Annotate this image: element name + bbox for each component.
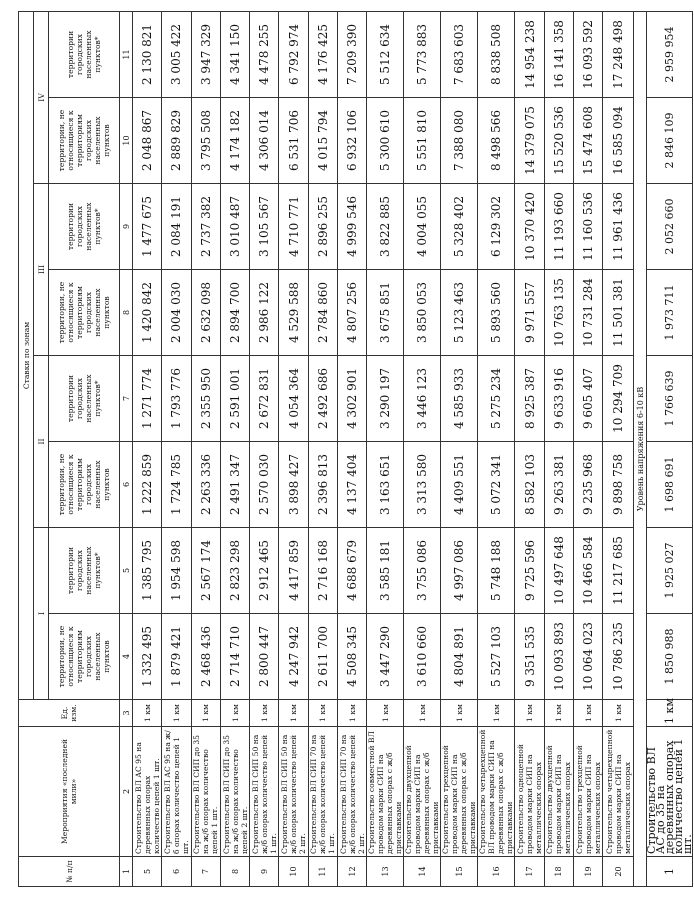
rate-value: 5 773 883: [404, 11, 441, 97]
rate-value: 9 235 968: [573, 442, 602, 528]
rate-value: 2 672 831: [250, 356, 279, 442]
rate-value: 4 710 771: [279, 184, 308, 270]
rate-value: 7 683 603: [441, 11, 478, 97]
rate-value: 2 846 109: [647, 98, 693, 184]
rate-value: 10 370 420: [515, 184, 544, 270]
unit-cell: 1 км: [441, 700, 478, 727]
rate-value: 2 355 950: [191, 356, 220, 442]
activity-name: Строительство ВЛ СИП 70 на ж/б опорах количество цепей 1 шт.: [308, 727, 337, 857]
column-number: 8: [120, 270, 133, 356]
unit-cell: 1 км: [544, 700, 573, 727]
rate-value: 16 141 358: [544, 11, 573, 97]
table-row: [647, 11, 693, 886]
header-rates: Ставки по зонам: [19, 11, 34, 699]
column-number: 2: [120, 727, 133, 857]
rate-value: 11 961 436: [603, 184, 634, 270]
rate-value: 4 176 425: [308, 11, 337, 97]
rate-value: 10 497 648: [544, 528, 573, 614]
activity-name: Строительство ВЛ АС до 35 на деревянных опорах количество цепей 1 шт.: [647, 727, 693, 857]
column-number: 3: [120, 700, 133, 727]
row-number: 10: [279, 857, 308, 887]
rate-value: 1 850 988: [647, 614, 693, 700]
rate-value: 2 396 813: [308, 442, 337, 528]
rate-value: 3 947 329: [191, 11, 220, 97]
row-number: 17: [515, 857, 544, 887]
rate-value: 4 688 679: [338, 528, 367, 614]
table-row: [308, 11, 337, 886]
table-row: [404, 11, 441, 886]
rate-value: 9 263 381: [544, 442, 573, 528]
activity-name: Строительство ВЛ СИП 50 на ж/б опорах количество цепей 2 шт.: [279, 727, 308, 857]
activity-name: Строительство ВЛ АС 95 на ж/б опорах количество цепей 1 шт.: [162, 727, 191, 857]
rate-value: 16 585 094: [603, 98, 634, 184]
rate-value: 2 567 174: [191, 528, 220, 614]
rate-value: 1 973 711: [647, 270, 693, 356]
column-number: 7: [120, 356, 133, 442]
activity-name: Строительство трехцепной проводом марки СИП на металлических опорах: [573, 727, 602, 857]
unit-cell: 1 км: [338, 700, 367, 727]
row-number: 7: [191, 857, 220, 887]
rate-value: 4 585 933: [441, 356, 478, 442]
table-row: [220, 11, 249, 886]
rate-value: 11 193 660: [544, 184, 573, 270]
rate-value: 14 954 238: [515, 11, 544, 97]
unit-cell: 1 км: [573, 700, 602, 727]
rate-value: 5 551 810: [404, 98, 441, 184]
column-number: 10: [120, 98, 133, 184]
rate-value: 5 328 402: [441, 184, 478, 270]
rate-value: 8 498 566: [478, 98, 515, 184]
rate-value: 9 725 596: [515, 528, 544, 614]
rate-value: 2 800 447: [250, 614, 279, 700]
table-row: [162, 11, 191, 886]
rate-value: 4 306 014: [250, 98, 279, 184]
rate-value: 2 468 436: [191, 614, 220, 700]
unit-cell: 1 км: [162, 700, 191, 727]
rate-value: 2 130 821: [133, 11, 162, 97]
header-urban: территории городских населенных пунктов*: [49, 184, 120, 270]
rate-value: 8 582 103: [515, 442, 544, 528]
rate-value: 3 290 197: [367, 356, 404, 442]
rate-value: 10 466 584: [573, 528, 602, 614]
unit-cell: 1 км: [250, 700, 279, 727]
rate-value: 9 971 557: [515, 270, 544, 356]
rate-value: 2 889 829: [162, 98, 191, 184]
rate-value: 2 894 700: [220, 270, 249, 356]
rate-value: 3 850 053: [404, 270, 441, 356]
rate-value: 3 675 851: [367, 270, 404, 356]
rate-value: 4 804 891: [441, 614, 478, 700]
rate-value: 10 294 709: [603, 356, 634, 442]
rate-value: 5 275 234: [478, 356, 515, 442]
rate-value: 1 420 842: [133, 270, 162, 356]
rate-value: 4 004 055: [404, 184, 441, 270]
table-row: [573, 11, 602, 886]
rate-value: 2 004 030: [162, 270, 191, 356]
row-number: 15: [441, 857, 478, 887]
activity-name: Строительство одноцепной проводом марки СИП на металлических опорах: [515, 727, 544, 857]
rate-value: 2 912 465: [250, 528, 279, 614]
row-number: 14: [404, 857, 441, 887]
rate-value: 7 209 390: [338, 11, 367, 97]
rate-value: 5 893 560: [478, 270, 515, 356]
rate-value: 2 052 660: [647, 184, 693, 270]
table-row: [191, 11, 220, 886]
rate-value: 16 093 592: [573, 11, 602, 97]
row-number: 1: [647, 857, 693, 887]
rate-value: 3 755 086: [404, 528, 441, 614]
rate-value: 4 508 345: [338, 614, 367, 700]
rate-value: 3 822 885: [367, 184, 404, 270]
header-urban: территории городских населенных пунктов*: [49, 11, 120, 97]
rate-value: 4 529 588: [279, 270, 308, 356]
rate-value: 5 072 341: [478, 442, 515, 528]
rate-value: 3 163 651: [367, 442, 404, 528]
tariff-table: [18, 11, 693, 887]
activity-name: Строительство четырехцепной проводом марки СИП на металлических опорах: [603, 727, 634, 857]
rate-value: 2 986 122: [250, 270, 279, 356]
table-row: [515, 11, 544, 886]
rate-value: 1 222 859: [133, 442, 162, 528]
row-number: 5: [133, 857, 162, 887]
column-number: 11: [120, 11, 133, 97]
rate-value: 4 999 546: [338, 184, 367, 270]
rate-value: 3 313 580: [404, 442, 441, 528]
zone-header: I: [34, 528, 49, 700]
row-number: 13: [367, 857, 404, 887]
activity-name: Строительство совместной ВЛ проводом марки СИП на деревянных опорах с ж/б приставками: [367, 727, 404, 857]
rate-value: 1 879 421: [162, 614, 191, 700]
rate-value: 2 784 860: [308, 270, 337, 356]
row-number: 19: [573, 857, 602, 887]
rate-value: 1 477 675: [133, 184, 162, 270]
rate-value: 2 611 700: [308, 614, 337, 700]
rate-value: 5 300 610: [367, 98, 404, 184]
rate-value: 1 925 027: [647, 528, 693, 614]
rate-value: 4 997 086: [441, 528, 478, 614]
unit-cell: 1 км: [367, 700, 404, 727]
rate-value: 3 610 660: [404, 614, 441, 700]
row-number: 8: [220, 857, 249, 887]
rate-value: 3 795 508: [191, 98, 220, 184]
rate-value: 2 896 255: [308, 184, 337, 270]
rate-value: 5 748 188: [478, 528, 515, 614]
rate-value: 9 605 407: [573, 356, 602, 442]
rate-value: 1 766 639: [647, 356, 693, 442]
header-non-urban: территории, не относящиеся к территориям городских населенных пунктов: [49, 270, 120, 356]
rate-value: 2 632 098: [191, 270, 220, 356]
rate-value: 3 010 487: [220, 184, 249, 270]
rate-value: 2 823 298: [220, 528, 249, 614]
rate-value: 8 925 387: [515, 356, 544, 442]
row-number: 16: [478, 857, 515, 887]
rate-value: 1 724 785: [162, 442, 191, 528]
rate-value: 9 898 758: [603, 442, 634, 528]
rate-value: 11 160 536: [573, 184, 602, 270]
rate-value: 4 807 256: [338, 270, 367, 356]
rate-value: 2 714 710: [220, 614, 249, 700]
rate-value: 1 271 774: [133, 356, 162, 442]
rate-value: 4 417 859: [279, 528, 308, 614]
row-number: 11: [308, 857, 337, 887]
zone-header: II: [34, 356, 49, 528]
table-row: [279, 11, 308, 886]
column-number: 5: [120, 528, 133, 614]
rate-value: 1 954 598: [162, 528, 191, 614]
row-number: 20: [603, 857, 634, 887]
unit-cell: 1 км: [308, 700, 337, 727]
activity-name: Строительство ВЛ АС 95 на деревянных опорах количество цепей 1 шт.: [133, 727, 162, 857]
rate-value: 3 105 567: [250, 184, 279, 270]
rate-value: 2 084 191: [162, 184, 191, 270]
header-no: № п/п: [19, 857, 120, 887]
activity-name: Строительство ВЛ СИП 70 на ж/б опорах количество цепей 2 шт.: [338, 727, 367, 857]
rate-value: 1 332 495: [133, 614, 162, 700]
column-number: 6: [120, 442, 133, 528]
rate-value: 2 491 347: [220, 442, 249, 528]
rate-value: 6 932 106: [338, 98, 367, 184]
header-non-urban: территории, не относящиеся к территориям городских населенных пунктов: [49, 98, 120, 184]
unit-cell: 1 км: [191, 700, 220, 727]
row-number: 6: [162, 857, 191, 887]
activity-name: Строительство четырехцепной ВЛ проводом марки СИП на деревянных опорах с ж/б приставками: [478, 727, 515, 857]
rate-value: 4 409 551: [441, 442, 478, 528]
activity-name: Строительство ВЛ СИП 50 на ж/б опорах количество цепей 1 шт.: [250, 727, 279, 857]
rate-value: 1 793 776: [162, 356, 191, 442]
unit-cell: 1 км: [133, 700, 162, 727]
zone-header: IV: [34, 11, 49, 183]
rate-value: 4 247 942: [279, 614, 308, 700]
unit-cell: 1 км: [515, 700, 544, 727]
rate-value: 3 898 427: [279, 442, 308, 528]
rate-value: 2 737 382: [191, 184, 220, 270]
table-row: [603, 11, 634, 886]
rate-value: 10 763 135: [544, 270, 573, 356]
rate-value: 10 731 284: [573, 270, 602, 356]
rate-value: 3 446 123: [404, 356, 441, 442]
activity-name: Строительство двухцепной проводом марки СИП на деревянных опорах с ж/б приставками: [404, 727, 441, 857]
rate-value: 2 959 954: [647, 11, 693, 97]
rate-value: 4 341 150: [220, 11, 249, 97]
table-row: [544, 11, 573, 886]
rate-value: 6 129 302: [478, 184, 515, 270]
activity-name: Строительство ВЛ СИП до 35 на ж/б опорах количество цепей 1 шт.: [191, 727, 220, 857]
rate-value: 2 263 336: [191, 442, 220, 528]
zone-header: III: [34, 184, 49, 356]
rate-value: 2 716 168: [308, 528, 337, 614]
section-title: Уровень напряжения 6-10 кВ: [634, 11, 647, 886]
header-non-urban: территории, не относящиеся к территориям городских населенных пунктов: [49, 442, 120, 528]
rate-value: 10 093 893: [544, 614, 573, 700]
rate-value: 4 015 794: [308, 98, 337, 184]
header-urban: территории городских населенных пунктов*: [49, 356, 120, 442]
table-row: [133, 11, 162, 886]
table-row: [250, 11, 279, 886]
rate-value: 2 570 030: [250, 442, 279, 528]
activity-name: Строительство двухцепной проводом марки СИП на металлических опорах: [544, 727, 573, 857]
rate-value: 4 174 182: [220, 98, 249, 184]
rate-value: 1 385 795: [133, 528, 162, 614]
rate-value: 6 792 974: [279, 11, 308, 97]
column-number: 4: [120, 614, 133, 700]
header-urban: территории городских населенных пунктов*: [49, 528, 120, 614]
table-row: [478, 11, 515, 886]
unit-cell: 1 км: [478, 700, 515, 727]
header-activity: Мероприятия «последней мили»: [19, 727, 120, 857]
rate-value: 9 351 535: [515, 614, 544, 700]
header-unit: Ед. изм.: [19, 700, 120, 727]
row-number: 18: [544, 857, 573, 887]
table-row: [367, 11, 404, 886]
unit-cell: 1 км: [220, 700, 249, 727]
table-row: [338, 11, 367, 886]
unit-cell: 1 км: [647, 700, 693, 727]
unit-cell: 1 км: [603, 700, 634, 727]
column-number: 9: [120, 184, 133, 270]
rate-value: 9 633 916: [544, 356, 573, 442]
row-number: 9: [250, 857, 279, 887]
rate-value: 11 217 685: [603, 528, 634, 614]
rate-value: 5 512 634: [367, 11, 404, 97]
rate-value: 3 447 290: [367, 614, 404, 700]
rate-value: 15 520 536: [544, 98, 573, 184]
rate-value: 7 388 080: [441, 98, 478, 184]
rate-value: 5 527 103: [478, 614, 515, 700]
rate-value: 11 501 381: [603, 270, 634, 356]
rate-value: 6 531 706: [279, 98, 308, 184]
rate-value: 15 474 608: [573, 98, 602, 184]
rate-value: 14 379 075: [515, 98, 544, 184]
rate-value: 4 478 255: [250, 11, 279, 97]
rate-value: 4 137 404: [338, 442, 367, 528]
activity-name: Строительство ВЛ СИП до 35 на ж/б опорах количество цепей 2 шт.: [220, 727, 249, 857]
row-number: 12: [338, 857, 367, 887]
rate-value: 2 591 001: [220, 356, 249, 442]
header-non-urban: территории, не относящиеся к территориям городских населенных пунктов: [49, 614, 120, 700]
rate-value: 17 248 498: [603, 11, 634, 97]
rate-value: 10 786 235: [603, 614, 634, 700]
rate-value: 4 054 364: [279, 356, 308, 442]
rate-value: 2 492 686: [308, 356, 337, 442]
rate-value: 1 698 691: [647, 442, 693, 528]
unit-cell: 1 км: [404, 700, 441, 727]
rate-value: 8 838 508: [478, 11, 515, 97]
rate-value: 2 048 867: [133, 98, 162, 184]
rate-value: 3 585 181: [367, 528, 404, 614]
table-row: [441, 11, 478, 886]
rate-value: 5 123 463: [441, 270, 478, 356]
rate-value: 4 302 901: [338, 356, 367, 442]
unit-cell: 1 км: [279, 700, 308, 727]
column-number: 1: [120, 857, 133, 887]
rate-value: 3 005 422: [162, 11, 191, 97]
activity-name: Строительство трехцепной проводом марки СИП на деревянных опорах с ж/б приставками: [441, 727, 478, 857]
rate-value: 10 064 023: [573, 614, 602, 700]
